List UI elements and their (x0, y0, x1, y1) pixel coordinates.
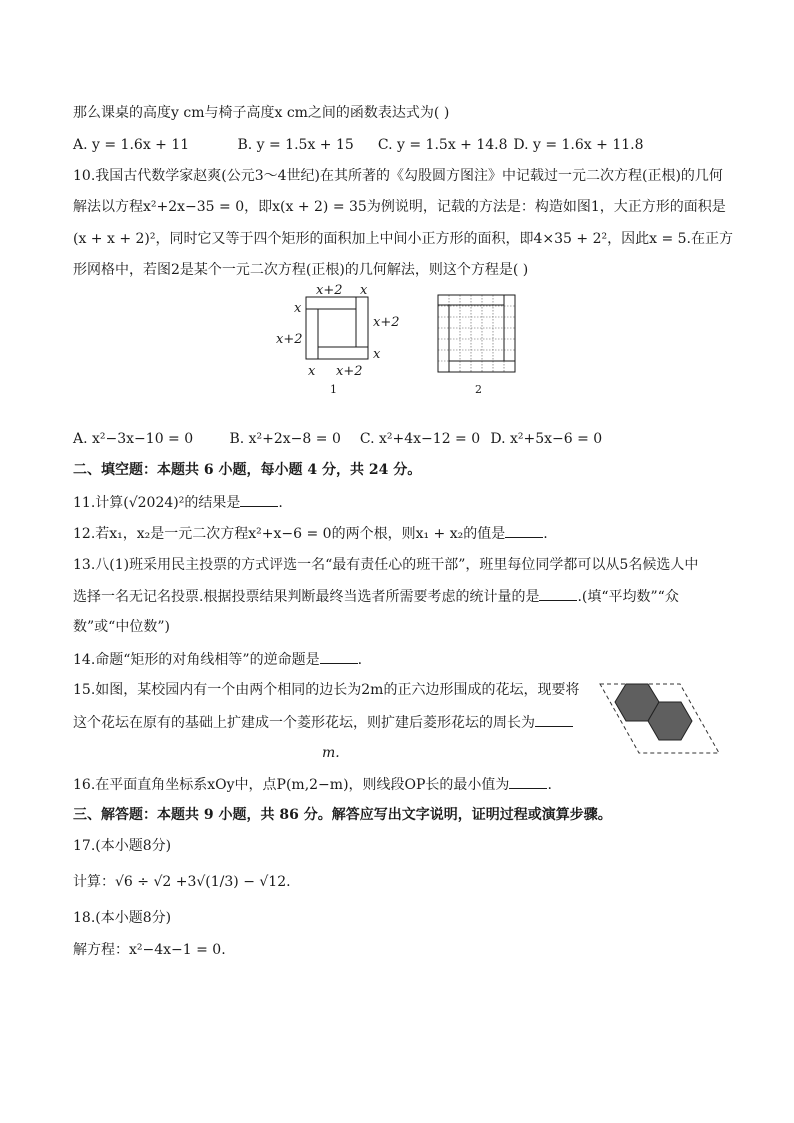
q11-text: 11.计算(√2024)²的结果是 (73, 495, 241, 511)
q18-title: 18.(本小题8分) (73, 910, 172, 926)
fig1-label-top: x+2 (316, 283, 343, 298)
q10-option-b: B. x²+2x−8 = 0 (229, 431, 341, 447)
q10-line1: 10.我国古代数学家赵爽(公元3～4世纪)在其所著的《勾股圆方图注》中记载过一元二次方程(正根)的几何 (73, 168, 723, 184)
q10-line3: (x + x + 2)²，同时它又等于四个矩形的面积加上中间小正方形的面积，即4×35 + 2²，因此x = 5.在正方 (73, 231, 733, 247)
hexagon-flowerbed-figure (598, 680, 722, 756)
q10-option-d: D. x²+5x−6 = 0 (490, 431, 603, 447)
q15-line2 (73, 712, 573, 733)
fig1-outer-square (306, 297, 368, 359)
q18-body: 解方程：x²−4x−1 = 0. (73, 942, 226, 958)
q14 (73, 649, 362, 670)
q10-option-a: A. x²−3x−10 = 0 (73, 431, 194, 447)
q16 (73, 774, 552, 795)
q13-line1: 13.八(1)班采用民主投票的方式评选一名“最有责任心的班干部”，班里每位同学都可以从5名候选人中 (73, 557, 699, 573)
answer-blank (320, 649, 358, 664)
q9-option-c: C. y = 1.5x + 14.8 (377, 137, 508, 153)
fig1-label-right: x+2 (373, 315, 400, 330)
q9-option-a: A. y = 1.6x + 11 (73, 137, 190, 153)
q15-line2-text: 这个花坛在原有的基础上扩建成一个菱形花坛，则扩建后菱形花坛的周长为 (73, 715, 535, 731)
q12 (73, 523, 548, 544)
q10-options (73, 429, 602, 449)
q17-body: 计算：√6 ÷ √2 +3√(1/3) − √12. (73, 874, 291, 890)
q10-line4: 形网格中，若图2是某个一元二次方程(正根)的几何解法，则这个方程是( ) (73, 262, 529, 278)
q13-line2b: .(填“平均数”“众 (577, 589, 679, 605)
fig1-label-left-top: x (294, 301, 302, 316)
fig1-label-right-bottom: x (373, 347, 381, 362)
q12-text: 12.若x₁，x₂是一元二次方程x²+x−6 = 0的两个根，则x₁ + x₂的值是 (73, 526, 506, 542)
period: . (357, 652, 363, 668)
q9-option-b: B. y = 1.5x + 15 (237, 137, 354, 153)
q13-line2a: 选择一名无记名投票.根据投票结果判断最终当选者所需要考虑的统计量的是 (73, 589, 540, 605)
answer-blank (505, 523, 543, 538)
q10-option-c: C. x²+4x−12 = 0 (359, 431, 481, 447)
q10-line2: 解法以方程x²+2x−35 = 0，即x(x + 2) = 35为例说明，记载的方法是：构造如图1，大正方形的面积是 (73, 199, 726, 215)
fig1-label-bottom: x+2 (336, 364, 363, 379)
answer-blank (539, 586, 577, 601)
q17-title: 17.(本小题8分) (73, 838, 172, 854)
q9-option-d: D. y = 1.6x + 11.8 (513, 137, 644, 153)
q13-line2 (73, 586, 679, 607)
answer-blank (240, 492, 278, 507)
q16-text: 16.在平面直角坐标系xOy中，点P(m,2−m)，则线段OP长的最小值为 (73, 777, 510, 793)
q9-options (73, 135, 644, 155)
answer-blank (535, 712, 573, 727)
fig1-label-bottom-left: x (308, 364, 316, 379)
fig1-label-left: x+2 (276, 332, 303, 347)
q9-stem: 那么课桌的高度y cm与椅子高度x cm之间的函数表达式为( ) (73, 105, 450, 121)
fig1-caption: 1 (330, 383, 337, 396)
figure-1 (270, 280, 410, 395)
period: . (543, 526, 548, 542)
period: . (278, 495, 283, 511)
figure-2 (436, 293, 516, 395)
q13-line3: 数”或“中位数”) (73, 619, 170, 635)
fig2-outer-square (438, 295, 515, 372)
section-3-heading: 三、解答题：本题共 9 小题，共 86 分。解答应写出文字说明，证明过程或演算步骤。 (73, 807, 612, 823)
answer-blank (509, 774, 547, 789)
period: . (547, 777, 552, 793)
q14-text: 14.命题“矩形的对角线相等”的逆命题是 (73, 652, 320, 668)
fig1-label-top-right: x (360, 283, 368, 298)
fig2-caption: 2 (475, 383, 482, 396)
q15-line1: 15.如图，某校园内有一个由两个相同的边长为2m的正六边形围成的花坛，现要将 (73, 682, 580, 698)
section-2-heading: 二、填空题：本题共 6 小题，每小题 4 分，共 24 分。 (73, 462, 422, 478)
q15-unit: m. (322, 745, 340, 761)
q11 (73, 492, 283, 513)
